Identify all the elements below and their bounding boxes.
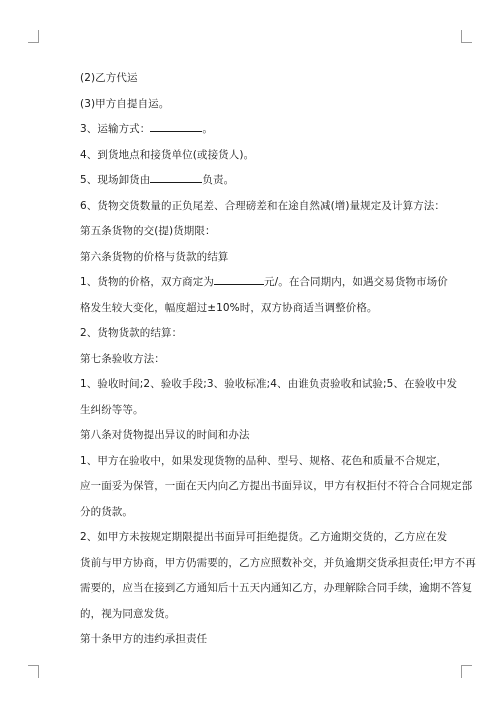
item-option-2: (2)乙方代运 [80, 72, 138, 84]
article-6-heading: 第六条货物的价格与货款的结算 [80, 250, 229, 263]
paragraph-line: 2、如甲方未按规定期限提出书面异可拒绝提货。乙方逾期交货的，乙方应在发 [80, 531, 448, 543]
paragraph-line: 需要的，应当在接到乙方通知后十五天内通知乙方，办理解除合同手续，逾期不答复 [80, 582, 473, 594]
item-transport-method [80, 117, 444, 143]
article-7-heading: 第七条验收方法： [80, 352, 165, 365]
paragraph-line: 1、验收时间;2、验收手段;3、验收标准;4、由谁负责验收和试验;5、在验收中发 [80, 378, 458, 390]
article-8-heading: 第八条对货物提出异议的时间和办法 [80, 429, 250, 441]
fill-blank [150, 120, 202, 132]
item-unloading [80, 168, 444, 194]
crop-mark-bottom-right [461, 665, 472, 678]
item-text: 3、运输方式： [80, 123, 151, 135]
item-price [80, 270, 448, 321]
document-body [80, 66, 476, 653]
fill-blank [150, 171, 202, 183]
paragraph-line: 货前与甲方协商，甲方仍需要的，乙方应照数补交，并负逾期交货承担责任;甲方不再 [80, 556, 476, 569]
paragraph-line: 分的货款。 [80, 505, 133, 518]
paragraph-line: 的，视为同意发货。 [80, 607, 176, 620]
fill-blank [214, 273, 264, 285]
item-text: 。 [202, 123, 213, 135]
item-payment: 2、货物货款的结算： [80, 327, 183, 339]
item-quantity-tolerance: 6、货物交货数量的正负尾差、合理磅差和在途自然减(增)量规定及计算方法： [80, 199, 445, 212]
item-inspection-list [80, 372, 458, 423]
article-5-heading: 第五条货物的交(提)货期限： [80, 225, 216, 237]
item-objection-2 [80, 525, 476, 627]
paragraph-line: 生纠纷等等。 [80, 403, 144, 416]
paragraph-line: 格发生较大变化，幅度超过±10%时，双方协商适当调整价格。 [80, 301, 378, 314]
item-delivery-location: 4、到货地点和接货单位(或接货人)。 [80, 148, 255, 161]
item-text: 元/。在合同期内，如遇交易货物市场价 [263, 276, 448, 288]
article-10-heading: 第十条甲方的违约承担责任 [80, 633, 208, 645]
item-option-3: (3)甲方自提自运。 [80, 97, 170, 110]
paragraph-line [80, 270, 448, 296]
item-objection-1 [80, 449, 473, 526]
item-text: 1、货物的价格，双方商定为 [80, 276, 214, 288]
crop-mark-top-left [28, 30, 39, 43]
item-text: 负责。 [202, 174, 235, 186]
crop-mark-bottom-left [28, 665, 39, 678]
paragraph-line: 应一面妥为保管，一面在天内向乙方提出书面异议，甲方有权拒付不符合合同规定部 [80, 480, 473, 492]
item-text: 5、现场卸货由 [80, 174, 151, 186]
paragraph-line: 1、甲方在验收中，如果发现货物的品种、型号、规格、花色和质量不合规定， [80, 454, 448, 467]
crop-mark-top-right [461, 30, 472, 43]
